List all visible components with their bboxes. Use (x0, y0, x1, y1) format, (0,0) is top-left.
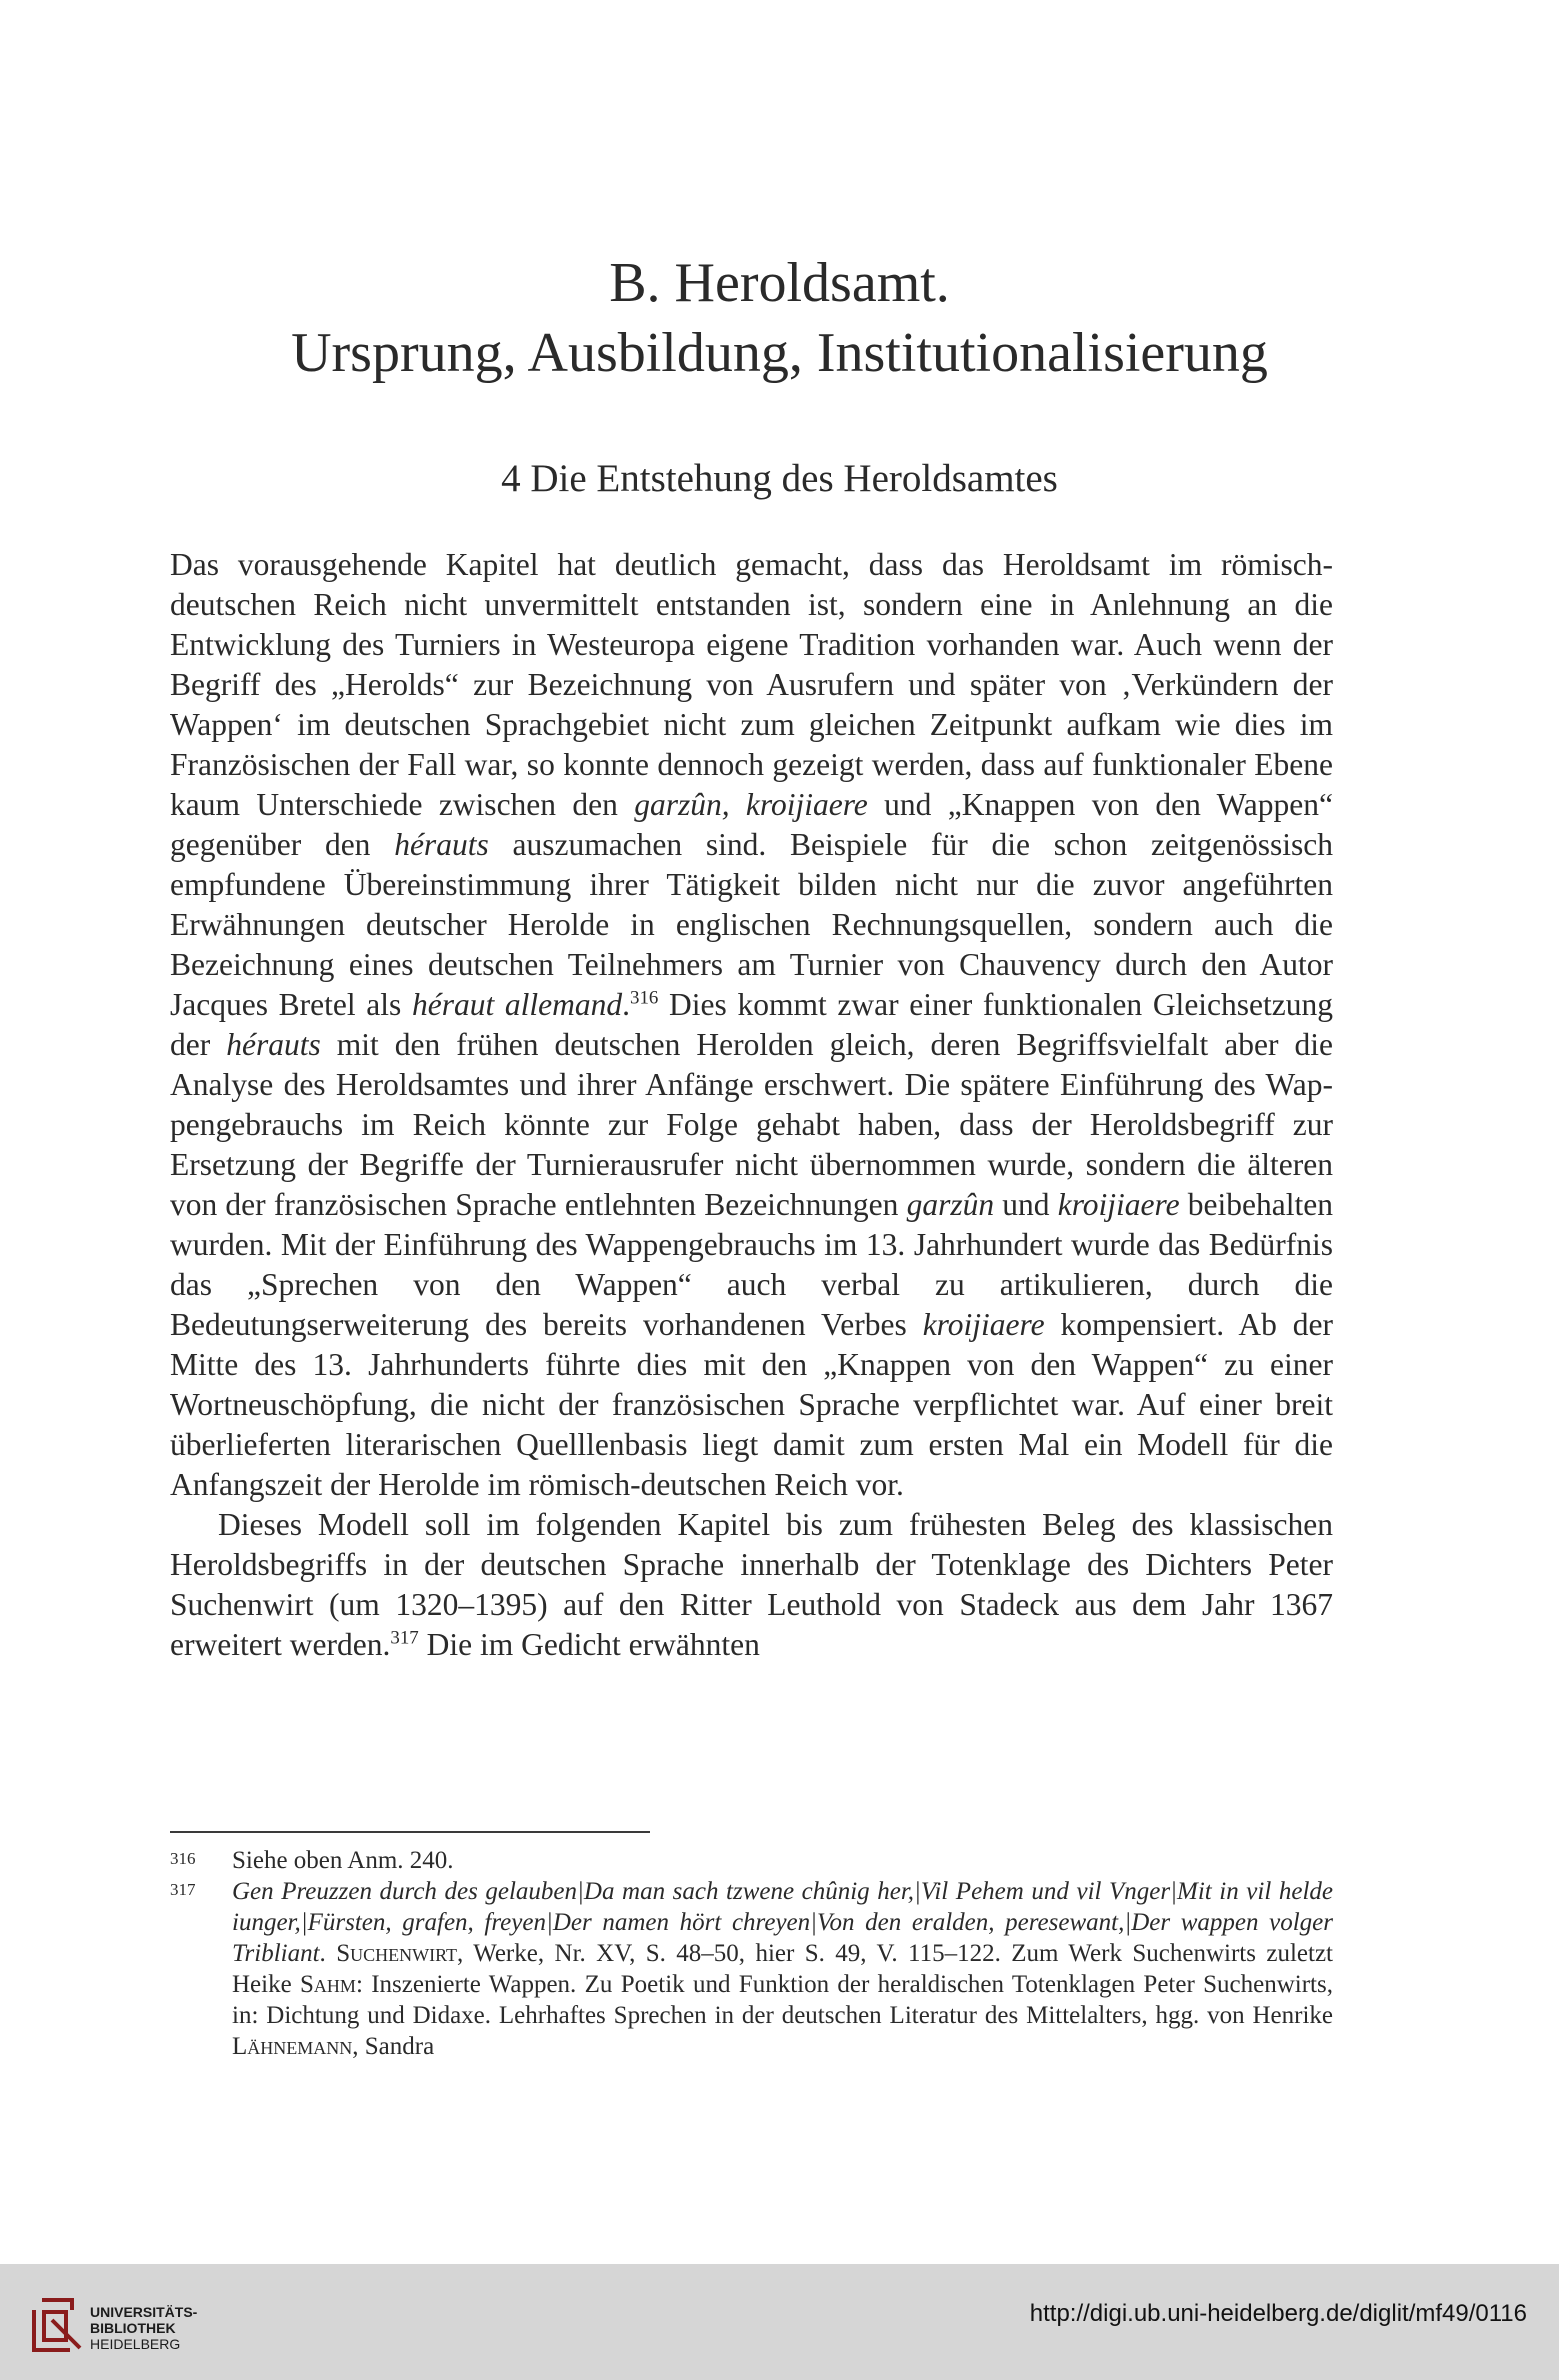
paragraph-2 (170, 1505, 1333, 1665)
text-run: . (622, 987, 631, 1022)
footnote-317 (170, 1876, 1333, 2062)
footnotes (170, 1845, 1333, 2062)
text-run: Dies kommt zwar einer funktionalen Gleichsetzung der (170, 987, 1333, 1062)
library-name-line: BIBLIOTHEK (90, 2320, 176, 2336)
paragraph-1 (170, 545, 1333, 1505)
italic-term: hérauts (226, 1027, 321, 1062)
footnote-316 (170, 1845, 1333, 1876)
text-run: und (994, 1187, 1058, 1222)
text-run: beibehalten wurden. Mit der Einführung des Wappengebrauchs im 13. Jahrhundert wurde das Bedürfnis das „Sprechen von den Wappen“ auch verbal zu artikulieren, durch die Bedeutungserweiterung des bereits vorhandenen Verbes (170, 1187, 1333, 1342)
library-name (90, 2304, 197, 2352)
text-run: Das vorausgehende Kapitel hat deutlich gemacht, dass das Heroldsamt im römisch-deutschen Reich nicht unvermittelt entstanden ist, sondern eine in Anlehnung an die Entwicklung des Turniers in Westeuropa eigene Tradition vorhanden war. Auch wenn der Begriff des „Herolds“ zur Bezeichnung von Ausrufern und später von ‚Verkündern der Wappen‘ im deutschen Sprachgebiet nicht zum gleichen Zeitpunkt aufkam wie dies im Französischen der Fall war, so konnte dennoch gezeigt werden, dass auf funktionaler Ebene kaum Unterschiede zwischen den (170, 547, 1333, 822)
italic-term: kroijiaere (922, 1307, 1045, 1342)
footnote-number: 317 (170, 1880, 196, 1899)
text-run: , Werke, Nr. XV, S. 48–50, hier S. 49, V. 115–122. Zum Werk Suchenwirts zuletzt Heike (232, 1940, 1333, 1998)
text-run: auszumachen sind. Beispiele für die schon zeitgenössisch empfundene Übereinstimmung ihrer Tätigkeit bilden nicht nur die zuvor angeführten Erwähnungen deutscher Herolde in englischen Rechnungsquellen, sondern auch die Bezeichnung eines deutschen Teilnehmers am Turnier von Chauvency durch den Autor Jacques Bretel als (170, 827, 1333, 1022)
footnote-quote: Gen Preuzzen durch des gelauben|Da man sach tzwene chûnig her,|Vil Pehem und vil Vnger|Mit in vil helde iunger,|Fürsten, grafen, freyen|Der namen hört chreyen|Von den eralden, peresewant,|Der wappen volger Tribliant (232, 1878, 1333, 1967)
text-run: Dieses Modell soll im folgenden Kapitel bis zum frühesten Beleg des klassischen Heroldsbegriffs in der deutschen Sprache innerhalb der Totenklage des Dichters Peter Suchenwirt (um 1320–1395) auf den Ritter Leuthold von Stadeck aus dem Jahr 1367 erweitert werden. (170, 1507, 1333, 1662)
author-name: Sahm (300, 1971, 356, 1998)
author-name: Lähnemann (232, 2033, 353, 2060)
footnote-reference-317[interactable]: 317 (390, 1627, 419, 1649)
permalink-url[interactable]: http://digi.ub.uni-heidelberg.de/diglit/mf49/0116 (1029, 2300, 1527, 2327)
part-subtitle: Ursprung, Ausbildung, Institutionalisierung (291, 322, 1268, 384)
viewer-footer-bar (0, 2264, 1559, 2380)
library-name-line: UNIVERSITÄTS- (90, 2304, 198, 2320)
text-run: , Sandra (352, 2033, 435, 2060)
footnote-divider (170, 1831, 650, 1833)
author-name: Suchenwirt (336, 1940, 458, 1967)
text-run: kompensiert. Ab der Mitte des 13. Jahrhunderts führte dies mit den „Knappen von den Wappen“ zu einer Wortneuschöpfung, die nicht der französischen Sprache verpflichtet war. Auf einer breit überlieferten literarischen Quelllenbasis liegt damit zum ersten Mal ein Modell für die Anfangszeit der Herolde im römisch-deutschen Reich vor. (170, 1307, 1333, 1502)
university-library-logo-icon[interactable] (22, 2290, 92, 2360)
footnote-number: 316 (170, 1849, 196, 1868)
italic-term: kroijiaere (1057, 1187, 1180, 1222)
text-run: Die im Gedicht erwähnten (418, 1627, 760, 1662)
italic-term: garzûn, kroijiaere (634, 787, 868, 822)
body-text (170, 545, 1333, 1665)
footnote-text: Siehe oben Anm. 240. (232, 1847, 454, 1874)
italic-term: garzûn (906, 1187, 995, 1222)
part-title: B. Heroldsamt. (609, 252, 950, 314)
text-run: . (319, 1940, 337, 1967)
footnote-reference-316[interactable]: 316 (630, 987, 659, 1009)
library-name-line: HEIDELBERG (90, 2336, 181, 2352)
italic-term: héraut allemand (411, 987, 623, 1022)
text-run: mit den frühen deutschen Herolden gleich, deren Begriffsvielfalt aber die Analyse des Heroldsamtes und ihrer Anfänge erschwert. Die spätere Einführung des Wappengebrauchs im Reich könnte zur Folge gehabt haben, dass der Heroldsbegriff zur Ersetzung der Begriffe der Turnierausrufer nicht übernommen wurde, sondern die älteren von der französischen Sprache entlehnten Bezeichnungen (170, 1027, 1333, 1222)
text-run: : Inszenierte Wappen. Zu Poetik und Funktion der heraldischen Totenklagen Peter Suchenwirts, in: Dichtung und Didaxe. Lehrhaftes Sprechen in der deutschen Literatur des Mittelalters, hgg. von Henrike (232, 1971, 1333, 2029)
italic-term: hérauts (394, 827, 489, 862)
text-run: und „Knappen von den Wappen“ gegenüber den (170, 787, 1333, 862)
chapter-title: 4 Die Entstehung des Heroldsamtes (501, 457, 1058, 500)
